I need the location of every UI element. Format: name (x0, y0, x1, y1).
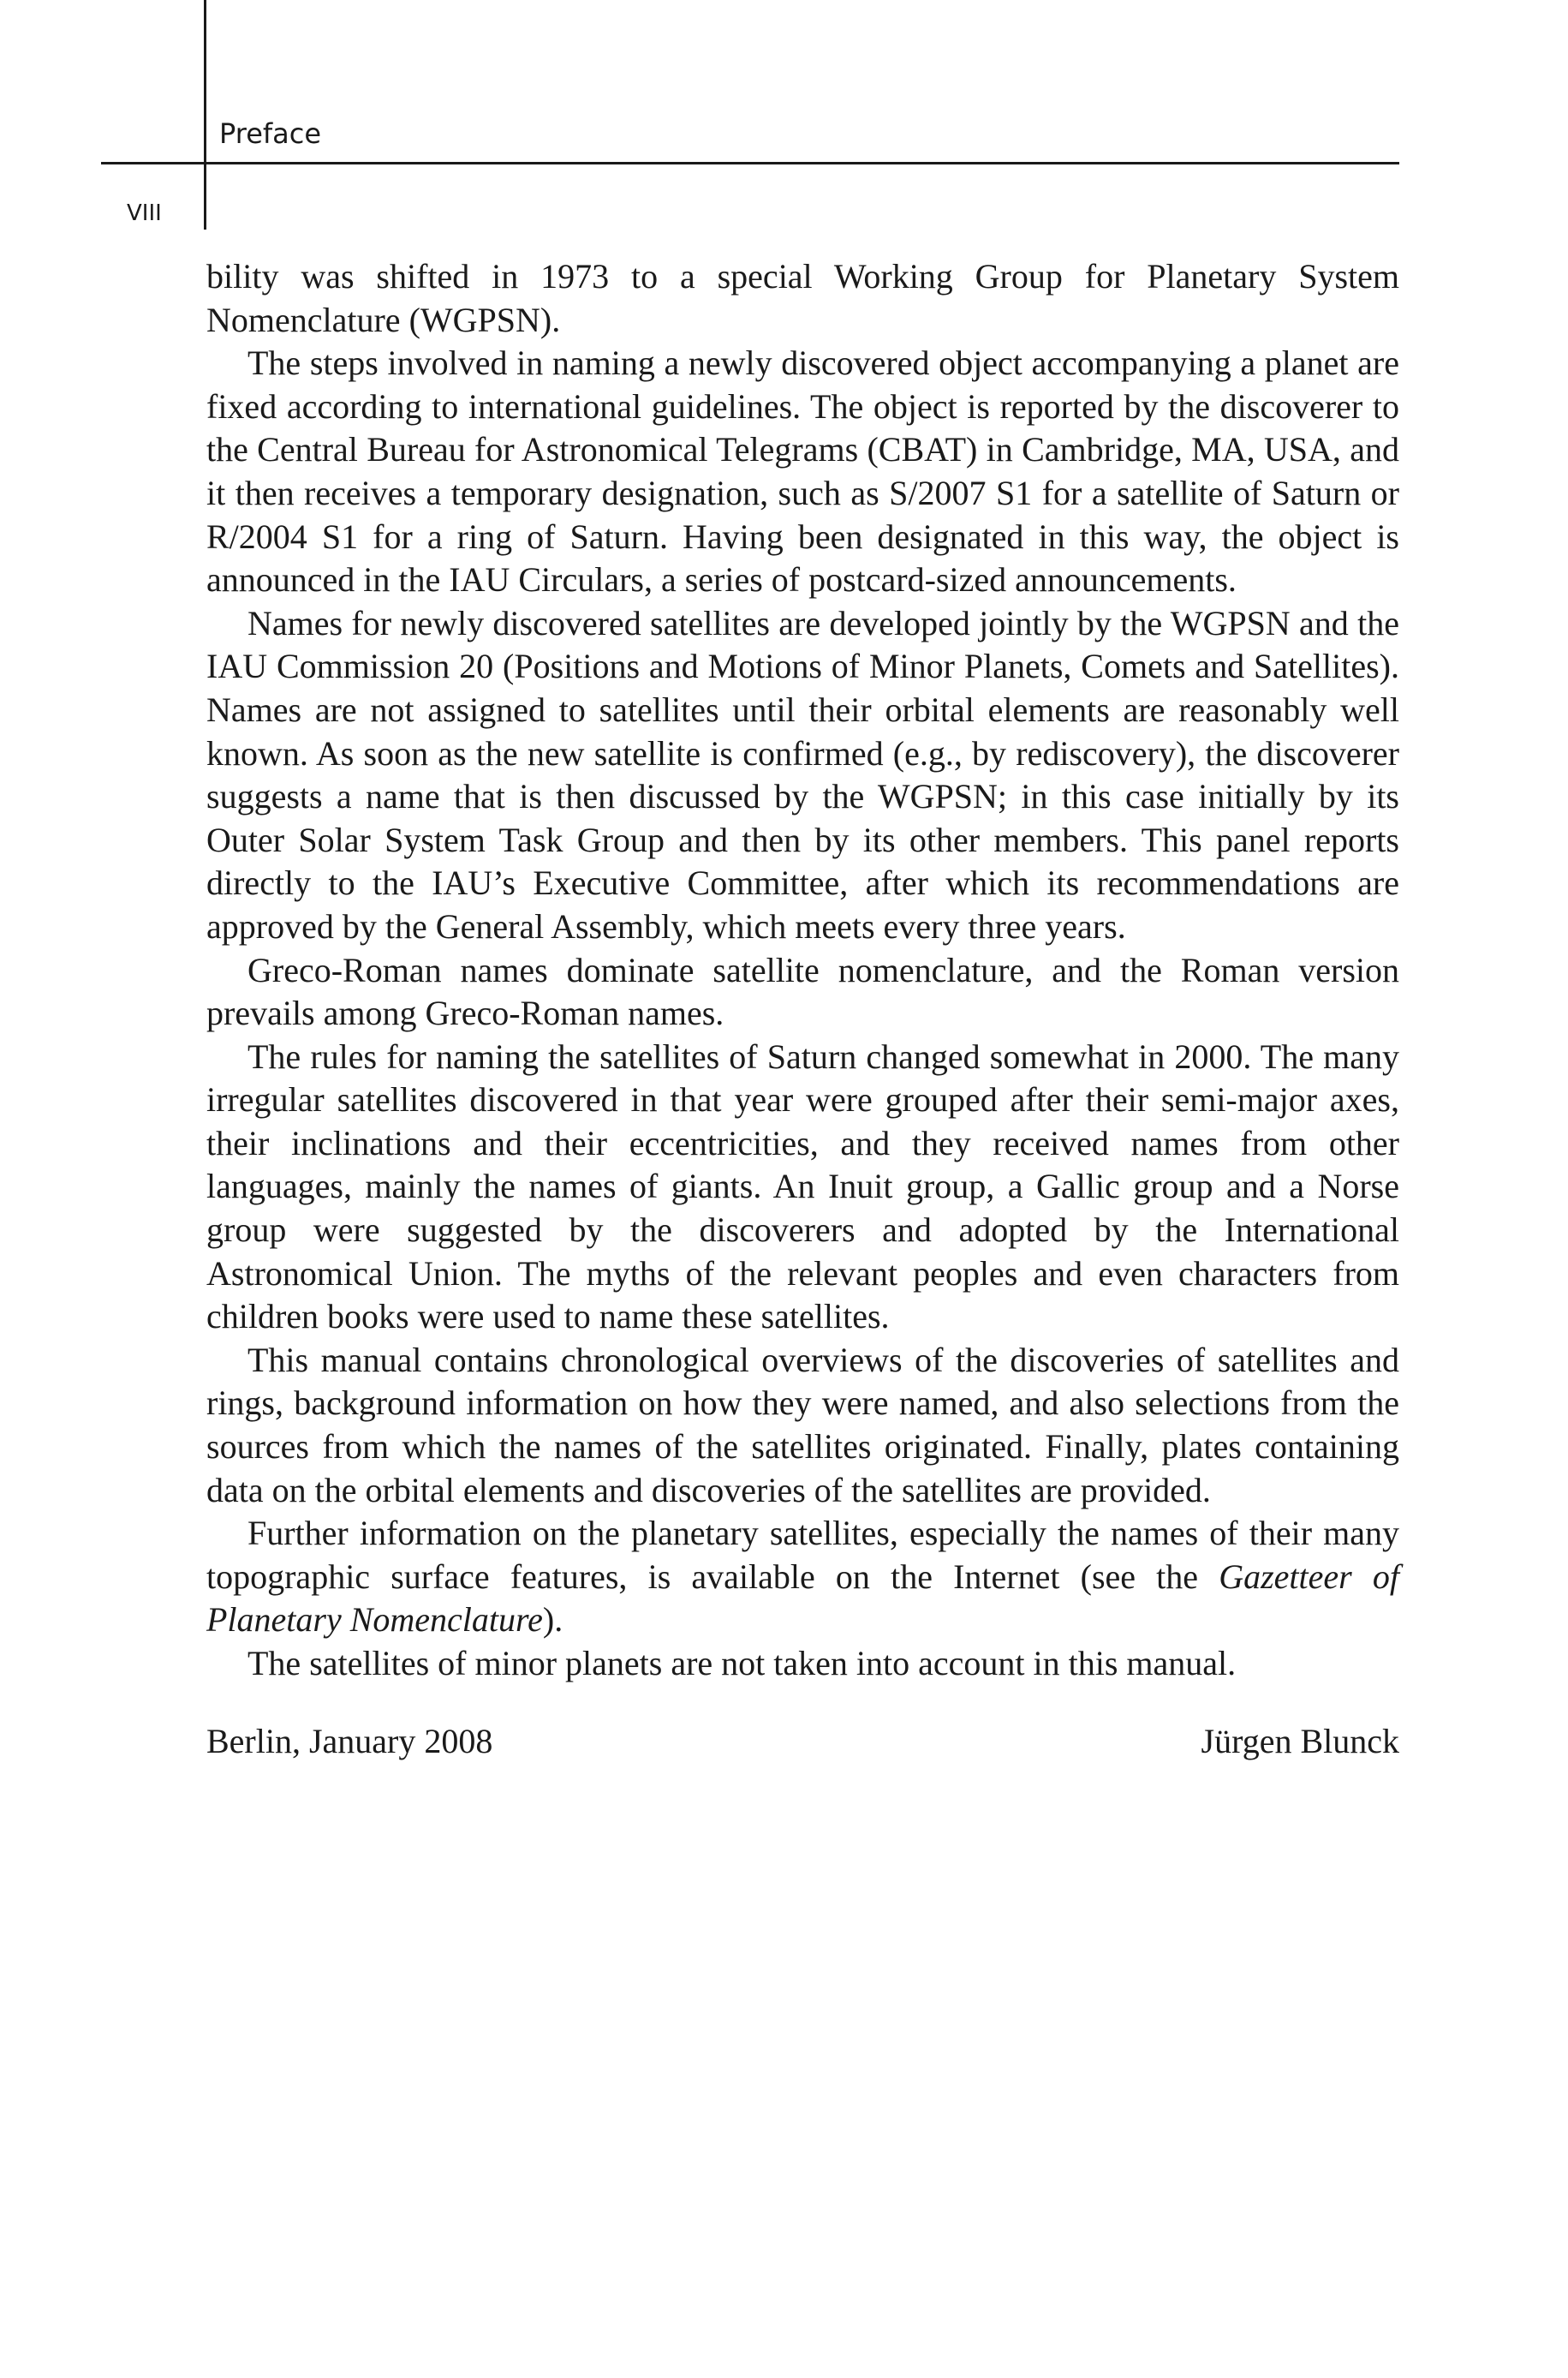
paragraph-continued: bility was shifted in 1973 to a special Working Group for Planetary System Nomenclature (WGPSN). (206, 257, 1399, 339)
page-number: VIII (127, 200, 162, 226)
further-info-text: Further information on the planetary satellites, especially the names of their many topographic surface features, is available on the Internet (see the (206, 1514, 1399, 1596)
preface-body (206, 255, 1399, 1686)
author-name: Jürgen Blunck (1201, 1722, 1399, 1760)
further-info-end: ). (542, 1600, 563, 1640)
paragraph-minor-planets: The satellites of minor planets are not taken into account in this manual. (247, 1644, 1237, 1682)
gazetteer-title: Gazetteer of Planetary Nomenclature (206, 1556, 1399, 1640)
paragraph-naming-process: Names for newly discovered satellites are developed jointly by the WGPSN and the IAU Commission 20 (Positions and Motions of Minor Planets, Comets and Satellites). Names are not assigned to satellites until their orbital elements are reasonably well known. As soon as the new satellite is confirmed (e.g., by rediscovery), the discoverer suggests a name that is then discussed by the WGPSN; in this case initially by its Outer Solar System Task Group and then by its other members. This panel reports directly to the IAU’s Executive Committee, after which its recommendations are approved by the General Assembly, which meets every three years. (206, 603, 1399, 946)
header-vertical-rule (204, 0, 206, 230)
header-horizontal-rule (101, 162, 1399, 164)
running-head: Preface (219, 117, 322, 150)
paragraph-saturn-rules: The rules for naming the satellites of Saturn changed somewhat in 2000. The many irregular satellites discovered in that year were grouped after their semi-major axes, their inclinations and their eccentricities, and they received names from other languages, mainly the names of giants. An Inuit group, a Gallic group and a Norse group were suggested by the discoverers and adopted by the International Astronomical Union. The myths of the relevant peoples and even characters from children books were used to name these satellites. (206, 1037, 1399, 1336)
paragraph-manual-contents: This manual contains chronological overviews of the discoveries of satellites and rings, background information on how they were named, and also selections from the sources from which the names of the satellites originated. Finally, plates containing data on the orbital elements and discoveries of the satellites are provided. (206, 1340, 1399, 1509)
paragraph-further-information (206, 1512, 1399, 1642)
signature-line (206, 1720, 1399, 1763)
paragraph-naming-steps: The steps involved in naming a newly discovered object accompanying a planet are fixed according to international guidelines. The object is reported by the discoverer to the Central Bureau for Astronomical Telegrams (CBAT) in Cambridge, MA, USA, and it then receives a temporary designation, such as S/2007 S1 for a satellite of Saturn or R/2004 S1 for a ring of Saturn. Having been designated in this way, the object is announced in the IAU Circulars, a series of postcard-sized announcements. (206, 344, 1399, 600)
place-date: Berlin, January 2008 (206, 1722, 493, 1760)
paragraph-greco-roman: Greco-Roman names dominate satellite nomenclature, and the Roman version prevails among Greco-Roman names. (206, 950, 1399, 1033)
